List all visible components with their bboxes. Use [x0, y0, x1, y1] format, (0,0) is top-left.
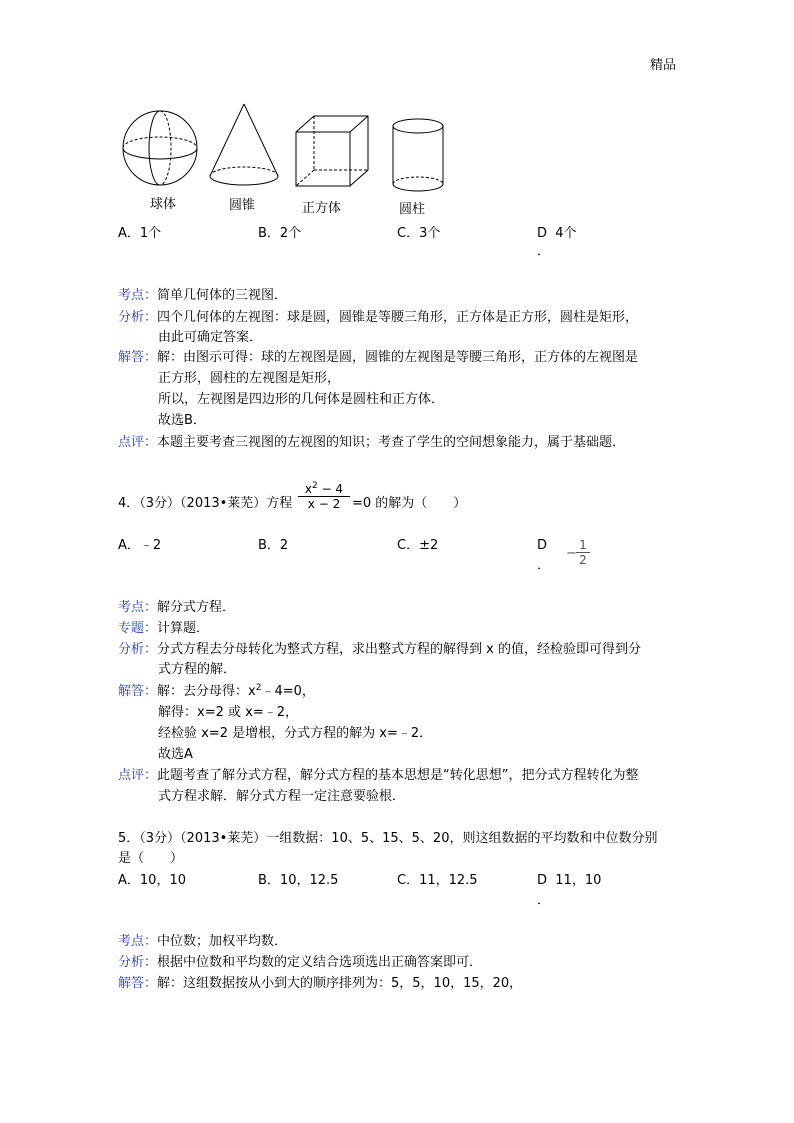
solid-figures-diagram: [118, 96, 378, 196]
q4-jieda-line1: 解答：解：去分母得：$x^2﹣4=0$，: [118, 683, 315, 699]
q3-fenxi-line2: 由此可确定答案．: [158, 330, 263, 345]
cylinder-figure: [388, 116, 448, 196]
q3-jieda-line2: 正方形，圆柱的左视图是矩形，: [158, 371, 341, 386]
q4-option-d-dot: ．: [537, 558, 551, 573]
q4-jieda-line3: 经检验 x=2 是增根，分式方程的解为 x=﹣2．: [158, 726, 433, 741]
q3-option-b: B．2个: [258, 226, 302, 241]
cube-figure: [296, 116, 368, 186]
q4-fenxi-line1: 分析：分式方程去分母转化为整式方程，求出整式方程的解得到 x 的值，经检验即可得到分: [118, 642, 641, 657]
q3-fenxi-line1: 分析：四个几何体的左视图：球是圆，圆锥是等腰三角形，正方体是正方形，圆柱是矩形，: [118, 310, 639, 325]
q4-jieda-line4: 故选A: [158, 747, 193, 762]
q3-option-d: D 4个: [537, 226, 577, 241]
q5-kaodian: 考点：中位数；加权平均数．: [118, 934, 288, 949]
q5-stem-line2: 是（ ）: [118, 851, 184, 866]
q4-dianping-line1: 点评：此题考查了解分式方程，解分式方程的基本思想是“转化思想”，把分式方程转化为整: [118, 768, 639, 783]
q3-jieda-line3: 所以，左视图是四边形的几何体是圆柱和正方体．: [158, 392, 445, 407]
q3-option-d-dot: ．: [537, 244, 551, 259]
q4-fraction-numerator: $x^2 - 4$: [298, 482, 350, 497]
q4-option-d-fraction: $\frac{1}{2}$: [576, 538, 590, 567]
q5-option-d: D 11，10: [537, 873, 602, 888]
q4-option-b: B．2: [258, 538, 289, 553]
q3-jieda-line4: 故选B．: [158, 413, 206, 428]
q3-dianping: 点评：本题主要考查三视图的左视图的知识；考查了学生的空间想象能力，属于基础题．: [118, 435, 626, 450]
q4-jieda-line2: 解得：x=2 或 x=﹣2，: [158, 705, 298, 720]
q4-fraction-denominator: x − 2: [307, 497, 341, 511]
q3-option-c: C．3个: [397, 226, 441, 241]
q4-zhuanti: 专题：计算题．: [118, 621, 210, 636]
q5-option-d-dot: ．: [537, 893, 551, 908]
cone-figure: [210, 104, 278, 185]
shape-label-cone: 圆锥: [229, 198, 256, 213]
q5-fenxi: 分析：根据中位数和平均数的定义结合选项选出正确答案即可．: [118, 955, 483, 970]
q3-option-a: A．1个: [118, 226, 162, 241]
shape-label-cylinder: 圆柱: [399, 202, 426, 217]
q4-fenxi-line2: 式方程的解．: [158, 662, 237, 677]
q5-option-a: A．10，10: [118, 873, 186, 888]
header-mark: 精品: [650, 58, 677, 73]
q4-option-c: C．±2: [397, 538, 439, 553]
q5-jieda: 解答：解：这组数据按从小到大的顺序排列为：5，5，10，15，20，: [118, 976, 523, 991]
q5-option-c: C．11，12.5: [397, 873, 478, 888]
q5-option-b: B．10，12.5: [258, 873, 339, 888]
q4-option-a: A．﹣2: [118, 538, 162, 553]
q3-jieda-line1: 解答：解：由图示可得：球的左视图是圆，圆锥的左视图是等腰三角形，正方体的左视图是: [118, 350, 639, 365]
q4-dianping-line2: 式方程求解．解分式方程一定注意要验根．: [158, 789, 406, 804]
q4-kaodian: 考点：解分式方程．: [118, 600, 236, 615]
q4-option-d: D: [537, 538, 548, 553]
q5-stem-line1: 5．（3分）（2013•莱芜）一组数据：10、5、15、5、20，则这组数据的平均数和中位数分别: [118, 831, 658, 846]
shape-label-sphere: 球体: [150, 197, 177, 212]
q4-fraction: [298, 482, 350, 511]
q4-stem-pre: 4．（3分）（2013•莱芜）方程: [118, 496, 293, 511]
q4-option-d-minus: −: [566, 546, 577, 561]
sphere-figure: [123, 111, 197, 185]
q4-stem-post: =0 的解为（ ）: [352, 496, 467, 511]
q3-kaodian: 考点：简单几何体的三视图．: [118, 288, 288, 303]
shape-label-cube: 正方体: [302, 201, 342, 216]
